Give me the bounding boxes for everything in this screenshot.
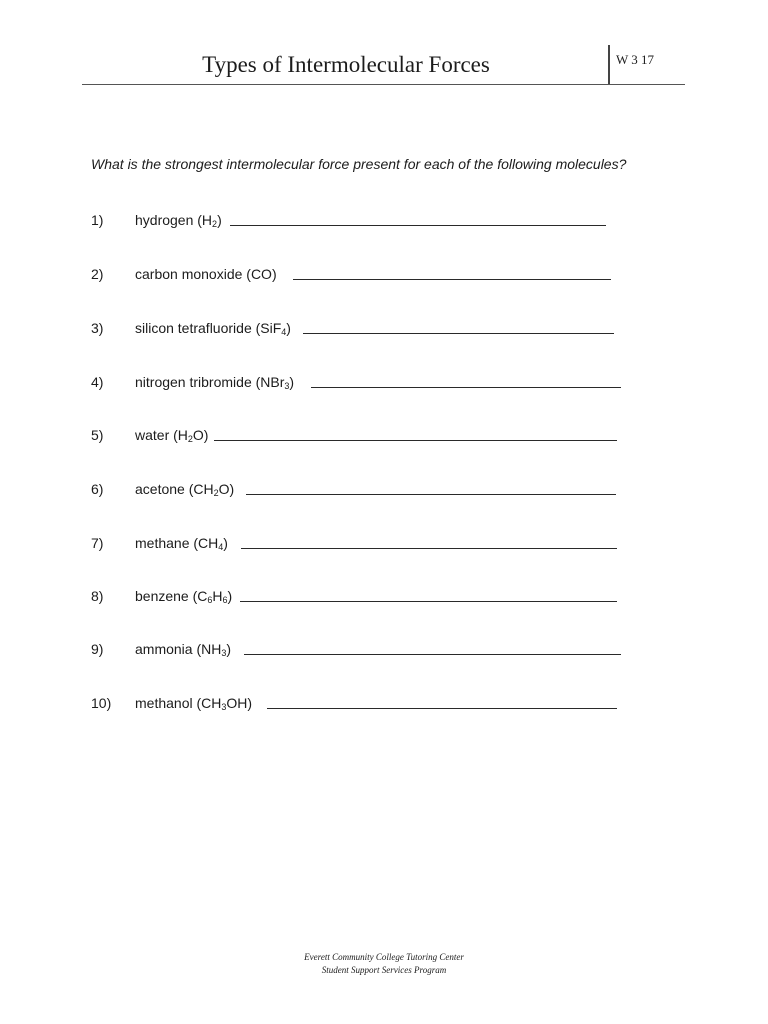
question-label: water $(H_2O)$ <box>135 427 209 444</box>
instruction-text: What is the strongest intermolecular force present for each of the following molecules? <box>91 156 627 172</box>
document-code-divider <box>608 45 610 84</box>
document-code: W 3 17 <box>616 52 655 67</box>
answer-line[interactable] <box>240 601 617 602</box>
answer-line[interactable] <box>244 654 621 655</box>
question-label: hydrogen $(H_2)$ <box>135 212 222 229</box>
footer-line-1: Everett Community College Tutoring Center <box>304 952 464 962</box>
header-divider-line <box>82 84 685 85</box>
question-number: 9) <box>91 641 104 657</box>
answer-line[interactable] <box>303 333 614 334</box>
question-number: 4) <box>91 374 104 390</box>
question-number: 10) <box>91 695 112 711</box>
question-number: 6) <box>91 481 104 497</box>
page-title: Types of Intermolecular Forces <box>202 52 490 77</box>
question-label: ammonia $(NH_3)$ <box>135 641 232 658</box>
answer-line[interactable] <box>214 440 617 441</box>
answer-line[interactable] <box>293 279 611 280</box>
question-number: 3) <box>91 320 104 336</box>
question-label: acetone $(CH_2O)$ <box>135 481 235 498</box>
footer-line-2: Student Support Services Program <box>321 965 447 975</box>
question-label: silicon tetrafluoride (SiF$_4$) <box>135 320 291 337</box>
question-number: 5) <box>91 427 104 443</box>
answer-line[interactable] <box>230 225 606 226</box>
question-label: carbon monoxide (CO) <box>135 266 277 282</box>
question-label: methanol $(CH_3OH)$ <box>135 695 253 712</box>
question-number: 2) <box>91 266 104 282</box>
answer-line[interactable] <box>246 494 616 495</box>
question-number: 1) <box>91 212 104 228</box>
answer-line[interactable] <box>241 548 617 549</box>
question-number: 7) <box>91 535 104 551</box>
answer-line[interactable] <box>267 708 617 709</box>
question-label: benzene $(C_6H_6)$ <box>135 588 233 605</box>
answer-line[interactable] <box>311 387 621 388</box>
question-number: 8) <box>91 588 104 604</box>
question-label: nitrogen tribromide (NBr$_3$) <box>135 374 295 391</box>
question-label: methane $(CH_4)$ <box>135 535 228 552</box>
